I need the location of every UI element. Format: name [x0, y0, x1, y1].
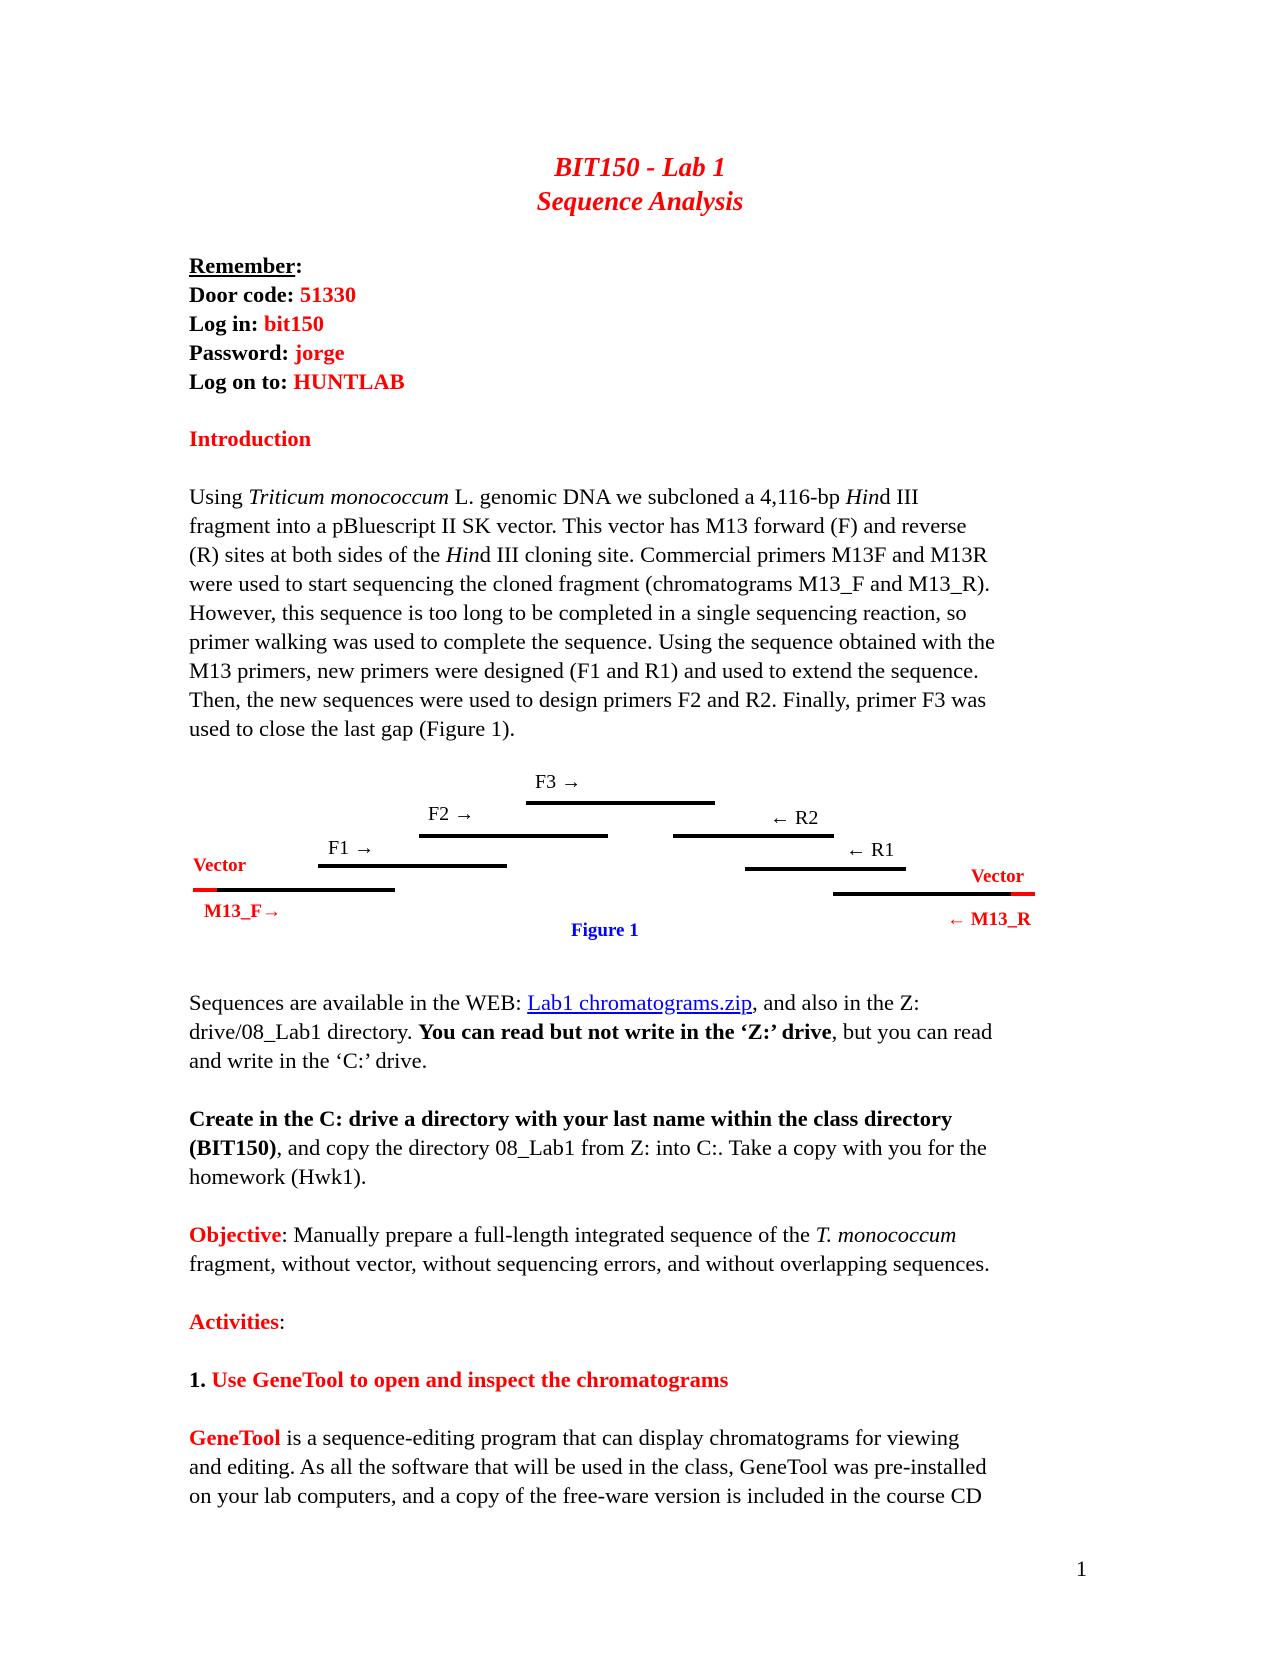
m13f-label: M13_F→ — [204, 901, 282, 922]
f1-sequence-line — [318, 864, 507, 868]
remember-heading: Remember — [189, 253, 296, 278]
introduction-line: (R) sites at both sides of the Hind III cloning site. Commercial primers M13F and M13R — [189, 542, 988, 567]
step-1-heading: 1. Use GeneTool to open and inspect the chromatograms — [189, 1367, 729, 1392]
m13f-sequence-line — [217, 888, 395, 892]
door-code-row: Door code: 51330 — [189, 282, 357, 307]
introduction-line: However, this sequence is too long to be completed in a single sequencing reaction, so — [189, 600, 967, 625]
introduction-heading: Introduction — [189, 426, 312, 451]
vector-left-line — [193, 888, 217, 892]
logon-value: HUNTLAB — [293, 369, 405, 394]
objective-label: Objective — [189, 1222, 282, 1247]
r1-label: ← R1 — [846, 839, 895, 861]
vector-right-label: Vector — [971, 866, 1025, 887]
activities-heading: Activities: — [189, 1309, 286, 1334]
arrow-right-icon: → — [561, 771, 582, 793]
password-row: Password: jorge — [189, 340, 345, 365]
arrow-right-icon: → — [262, 901, 282, 922]
vector-left-label: Vector — [193, 855, 247, 876]
m13r-sequence-line — [833, 892, 1011, 896]
figure-caption: Figure 1 — [571, 920, 639, 941]
doc-title-line1: BIT150 - Lab 1 — [554, 152, 726, 182]
introduction-line: were used to start sequencing the cloned fragment (chromatograms M13_F and M13_R). — [189, 571, 991, 596]
objective-paragraph: Objective: Manually prepare a full-length integrated sequence of the T. monococcum fragment, without vector, without sequencing errors, and without overlapping sequences. — [189, 1222, 990, 1276]
introduction-line: used to close the last gap (Figure 1). — [189, 716, 516, 741]
password-value: jorge — [294, 340, 345, 365]
arrow-right-icon: → — [454, 803, 475, 825]
door-code-value: 51330 — [299, 282, 357, 307]
arrow-left-icon: ← — [947, 909, 966, 930]
genetool-name: GeneTool — [189, 1425, 281, 1450]
logon-row: Log on to: HUNTLAB — [189, 369, 405, 394]
remember-block: Remember: Door code: 51330 Log in: bit150 Password: jorge Log on to: HUNTLAB — [189, 251, 1099, 396]
f2-label: F2 → — [428, 803, 475, 825]
genetool-paragraph: GeneTool is a sequence-editing program that can display chromatograms for viewing and editing. As all the software that will be used in the class, GeneTool was pre-installed on your lab computers, and a copy of the free-ware version is included in the course CD — [189, 1425, 987, 1508]
r2-label: ← R2 — [770, 807, 819, 829]
arrow-left-icon: ← — [846, 839, 866, 861]
introduction-line: primer walking was used to complete the sequence. Using the sequence obtained with the — [189, 629, 996, 654]
vector-right-line — [1011, 892, 1035, 896]
f3-label: F3 → — [535, 771, 582, 793]
availability-paragraph: Sequences are available in the WEB: Lab1 chromatograms.zip, and also in the Z: drive/08_Lab1 directory. You can read but not write in the ‘Z:’ drive, but you can read and write in the ‘C:’ drive. — [189, 990, 993, 1073]
page-number: 1 — [1076, 1556, 1087, 1581]
login-row: Log in: bit150 — [189, 311, 325, 336]
login-value: bit150 — [264, 311, 325, 336]
f1-label: F1 → — [328, 837, 375, 859]
doc-title-line2: Sequence Analysis — [536, 186, 744, 216]
introduction-line: fragment into a pBluescript II SK vector. This vector has M13 forward (F) and reverse — [189, 513, 967, 538]
f2-sequence-line — [419, 834, 608, 838]
arrow-left-icon: ← — [770, 807, 790, 829]
introduction-line: Using Triticum monococcum L. genomic DNA we subcloned a 4,116-bp Hind III — [189, 484, 919, 509]
introduction-line: M13 primers, new primers were designed (F1 and R1) and used to extend the sequence. — [189, 658, 979, 683]
create-directory-paragraph: Create in the C: drive a directory with your last name within the class directory (BIT150), and copy the directory 08_Lab1 from Z: into C:. Take a copy with you for the homework (Hwk1). — [189, 1106, 987, 1189]
introduction-line: Then, the new sequences were used to design primers F2 and R2. Finally, primer F3 was — [189, 687, 987, 712]
arrow-right-icon: → — [354, 837, 375, 859]
r2-sequence-line — [673, 834, 834, 838]
r1-sequence-line — [745, 867, 906, 871]
chromatograms-zip-link[interactable]: Lab1 chromatograms.zip — [527, 990, 753, 1015]
introduction-paragraph — [189, 482, 1099, 743]
f3-sequence-line — [526, 801, 715, 805]
m13r-label: ← M13_R — [947, 909, 1031, 930]
